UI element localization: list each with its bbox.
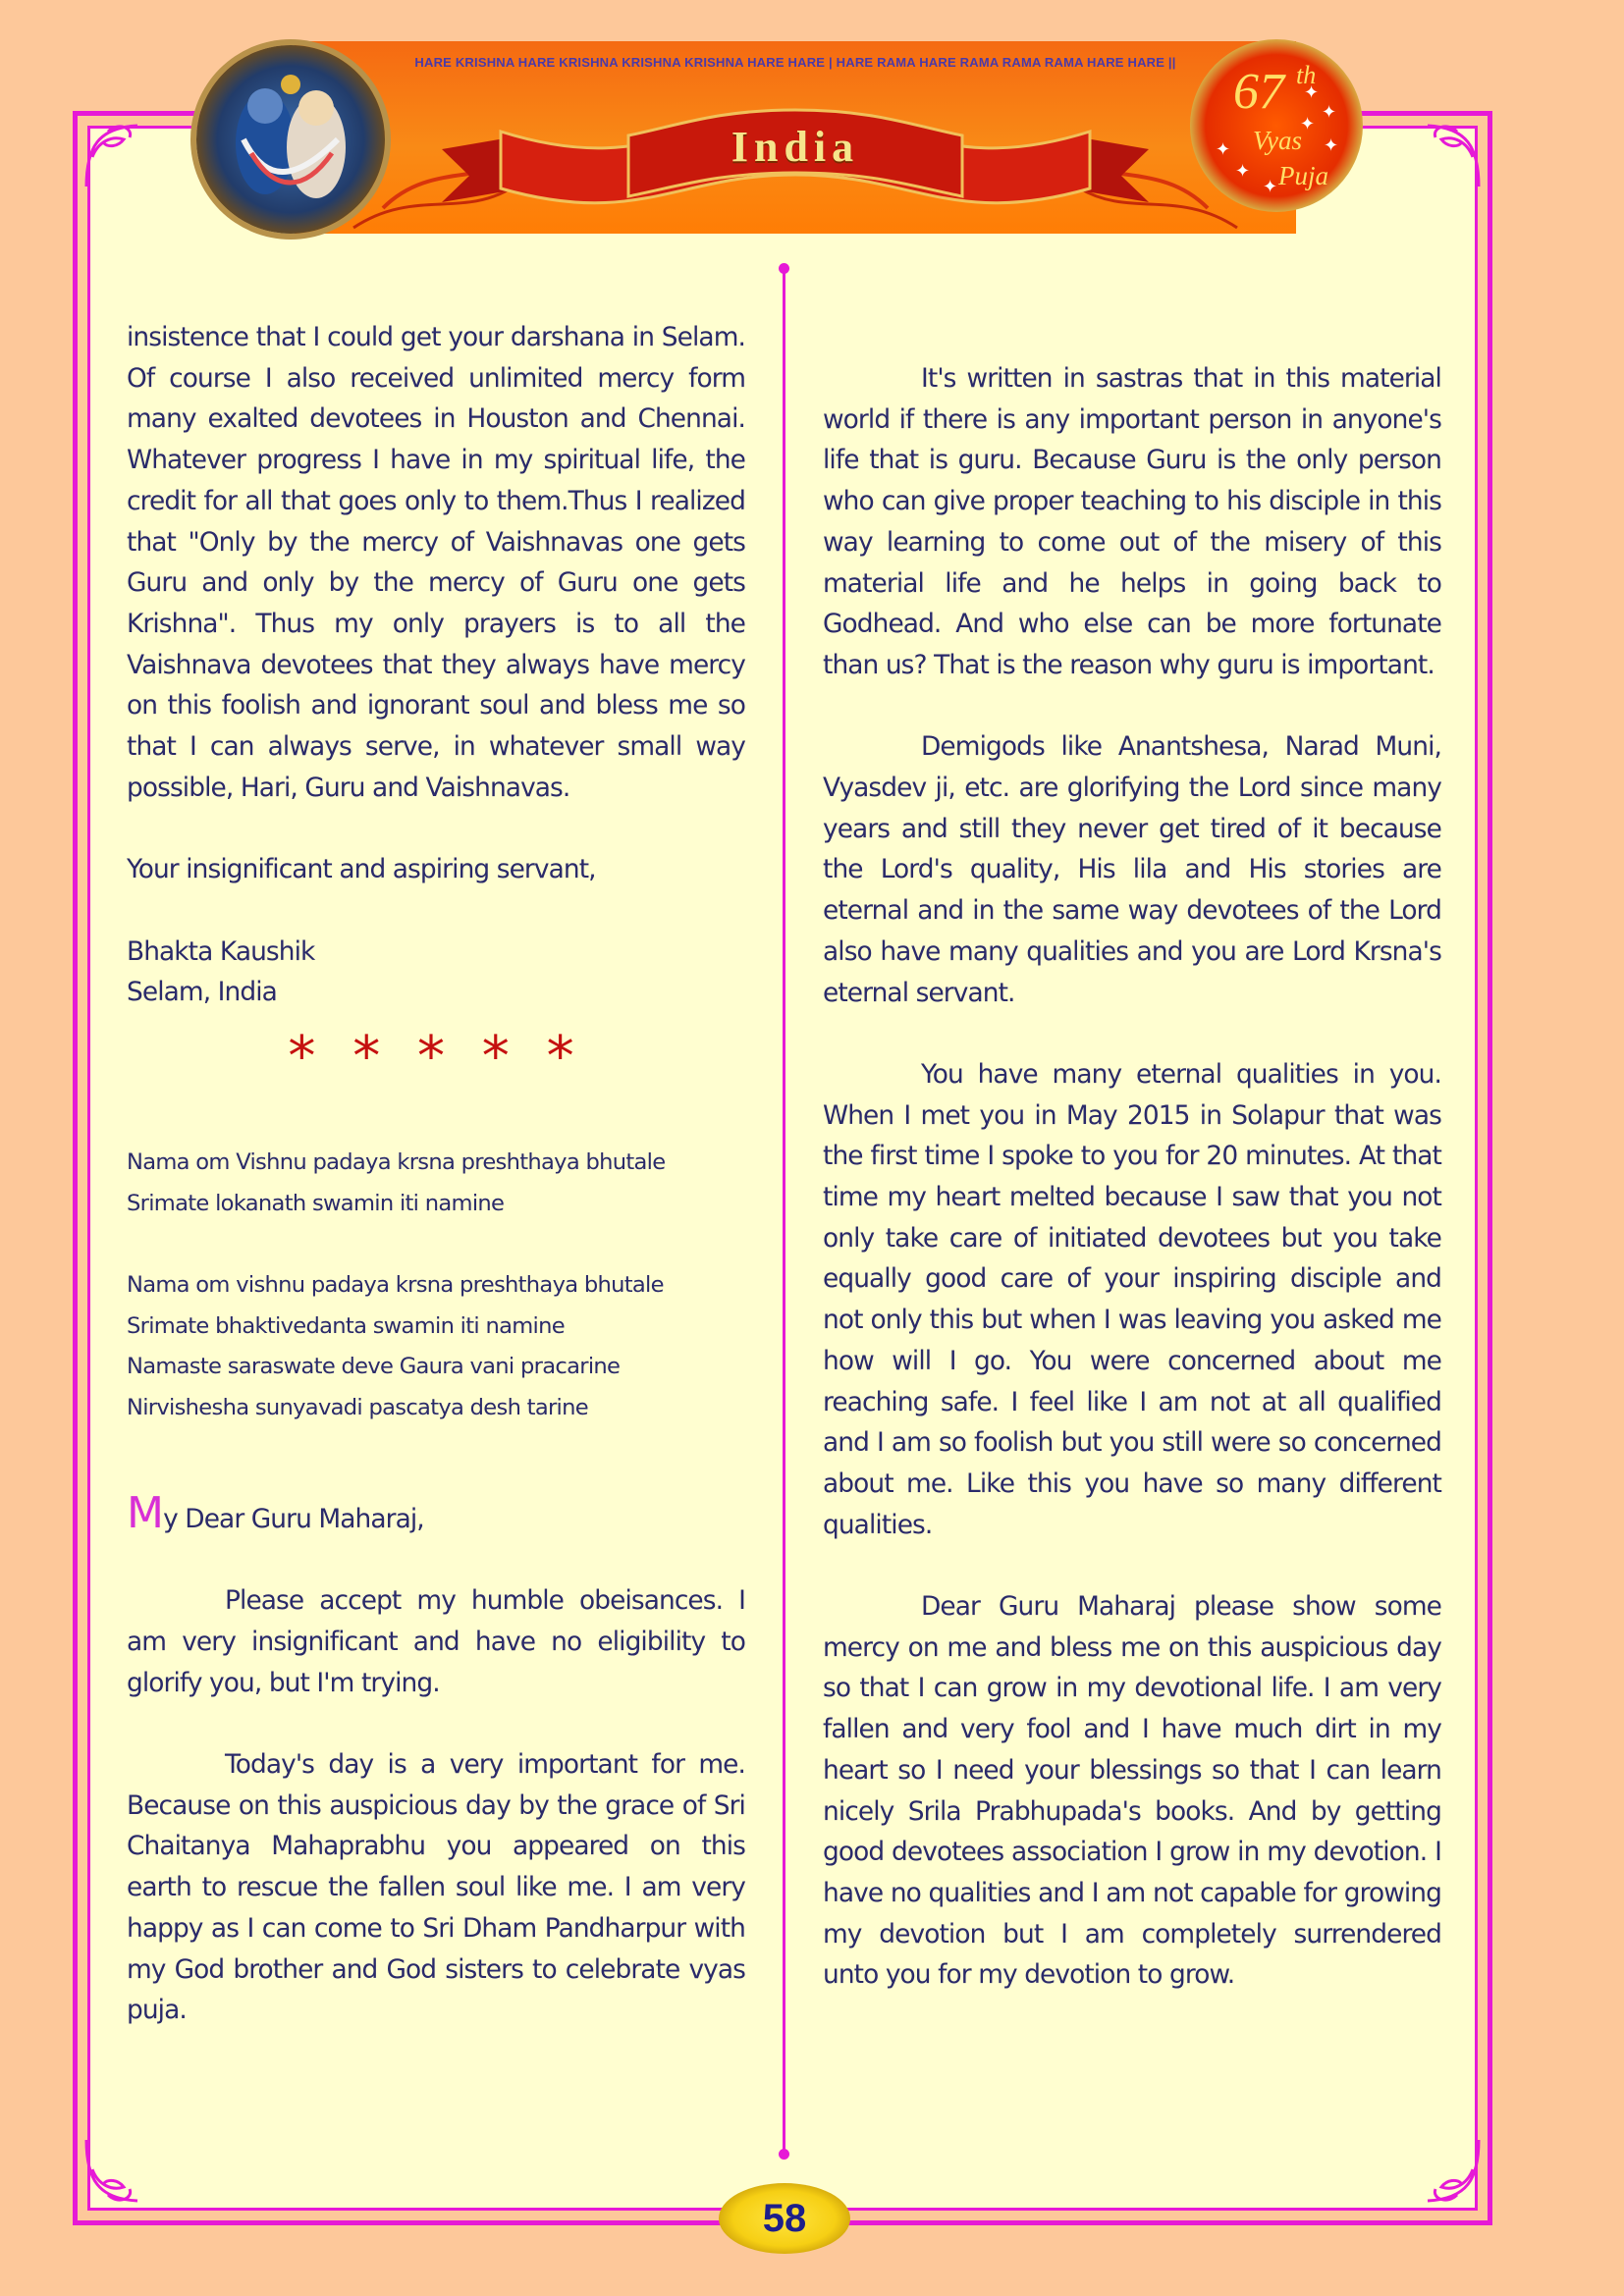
vyas-puja-suffix: th bbox=[1296, 61, 1317, 89]
salutation bbox=[127, 1487, 745, 1540]
vyas-puja-word-puja: Puja bbox=[1278, 161, 1328, 190]
deity-medallion bbox=[196, 45, 385, 234]
sparkle-icon: ✦ bbox=[1235, 161, 1251, 182]
paragraph: Dear Guru Maharaj please show some mercy on me and bless me on this auspicious day so that I can grow in my devotional life. I am very fallen and very fool and I have much dirt in my heart so I need your blessings so that I can learn nicely Srila Prabhupada's books. And by getting good devotees association I grow in my devotion. I have no qualities and I am not capable for growing my devotion but I am completely surrendered unto you for my devotion to grow. bbox=[823, 1591, 1441, 1991]
mantra-text: HARE KRISHNA HARE KRISHNA KRISHNA KRISHNA HARE HARE | HARE RAMA HARE RAMA RAMA RAMA HARE HARE || bbox=[414, 55, 1176, 70]
paragraph: You have many eternal qualities in you. When I met you in May 2015 in Solapur that was the first time I spoke to you for 20 minutes. At that time my heart melted because I saw that you not only take care of initiated devotees but you take equally good care of your inspiring disciple and not only this but when I was leaving you asked me how will I go. You were concerned about me reaching safe. I feel like I am not at all qualified and I am so foolish but you still were so concerned about me. Like this you have so many different qualities. bbox=[823, 1058, 1441, 1540]
verse-line: Nama om vishnu padaya krsna preshthaya bhutale bbox=[127, 1272, 664, 1299]
sparkle-icon: ✦ bbox=[1324, 135, 1339, 156]
verse-line: Namaste saraswate deve Gaura vani pracarine bbox=[127, 1354, 621, 1380]
left-column bbox=[127, 317, 745, 2031]
sparkle-icon: ✦ bbox=[1300, 114, 1316, 134]
sparkle-icon: ✦ bbox=[1263, 177, 1278, 197]
deity-image-icon bbox=[196, 45, 385, 234]
signature-place: Selam, India bbox=[127, 977, 277, 1008]
verse-line: Srimate lokanath swamin iti namine bbox=[127, 1190, 505, 1216]
signature-name: Bhakta Kaushik bbox=[127, 935, 315, 967]
corner-ornament-bottom-left bbox=[79, 2130, 157, 2209]
verse-block-1 bbox=[127, 1143, 745, 1429]
verse-line: Nirvishesha sunyavadi pascatya desh tarine bbox=[127, 1395, 588, 1421]
header-banner bbox=[295, 41, 1296, 234]
page-number: 58 bbox=[762, 2197, 807, 2240]
paragraph: Demigods like Anantshesa, Narad Muni, Vyasdev ji, etc. are glorifying the Lord since many years and still they never get tired of it because the Lord's quality, His lila and His stories are eternal and in the same way devotees of the Lord also have many qualities and you are Lord Krsna's eternal servant. bbox=[823, 731, 1441, 1008]
paragraph: Please accept my humble obeisances. I am very insignificant and have no eligibility to glorify you, but I'm trying. bbox=[127, 1585, 745, 1698]
page-number-badge bbox=[719, 2183, 850, 2254]
sparkle-icon: ✦ bbox=[1304, 82, 1320, 103]
vyas-puja-badge bbox=[1190, 39, 1363, 212]
sparkle-icon: ✦ bbox=[1322, 102, 1337, 123]
salutation-text: y Dear Guru Maharaj, bbox=[163, 1503, 424, 1534]
paragraph: It's written in sastras that in this material world if there is any important person in anyone's life that is guru. Because Guru is the only person who can give proper teaching to his disciple in this way learning to come out of the misery of this material life and he helps in going back to Godhead. And who else can be more fortunate than us? That is the reason why guru is important. bbox=[823, 363, 1441, 680]
paragraph: Today's day is a very important for me. Because on this auspicious day by the grace of Sri Chaitanya Mahaprabhu you appeared on this earth to rescue the fallen soul like me. I am very happy as I can come to Sri Dham Pandharpur with my God brother and God sisters to celebrate vyas puja. bbox=[127, 1749, 745, 2026]
corner-ornament-top-left bbox=[79, 118, 157, 196]
section-separator: * * * * * bbox=[288, 1024, 584, 1089]
letter-closing: Your insignificant and aspiring servant, bbox=[127, 854, 596, 885]
vyas-puja-number: 67 bbox=[1233, 64, 1284, 120]
right-column bbox=[823, 358, 1441, 1996]
page-title: India bbox=[731, 123, 860, 171]
verse-line: Nama om Vishnu padaya krsna preshthaya bhutale bbox=[127, 1148, 666, 1175]
sparkle-icon: ✦ bbox=[1216, 139, 1231, 160]
verse-line: Srimate bhaktivedanta swamin iti namine bbox=[127, 1312, 565, 1339]
divider-dot-top bbox=[779, 263, 789, 274]
divider-dot-bottom bbox=[779, 2149, 789, 2160]
salutation-dropcap: M bbox=[127, 1487, 164, 1538]
corner-ornament-top-right bbox=[1408, 118, 1487, 196]
letter-continuation: insistence that I could get your darshana in Selam. Of course I also received unlimited mercy form many exalted devotees in Houston and Chennai. Whatever progress I have in my spiritual life, the credit for all that goes only to them.Thus I realized that "Only by the mercy of Vaishnavas one gets Guru and only by the mercy of Guru one gets Krishna". Thus my only prayers is to all the Vaishnava devotees that they always have mercy on this foolish and ignorant soul and bless me so that I can always serve, in whatever small way possible, Hari, Guru and Vaishnavas. bbox=[127, 322, 745, 803]
corner-ornament-bottom-right bbox=[1408, 2130, 1487, 2209]
column-divider bbox=[783, 267, 785, 2156]
vyas-puja-word-vyas: Vyas bbox=[1253, 126, 1303, 155]
